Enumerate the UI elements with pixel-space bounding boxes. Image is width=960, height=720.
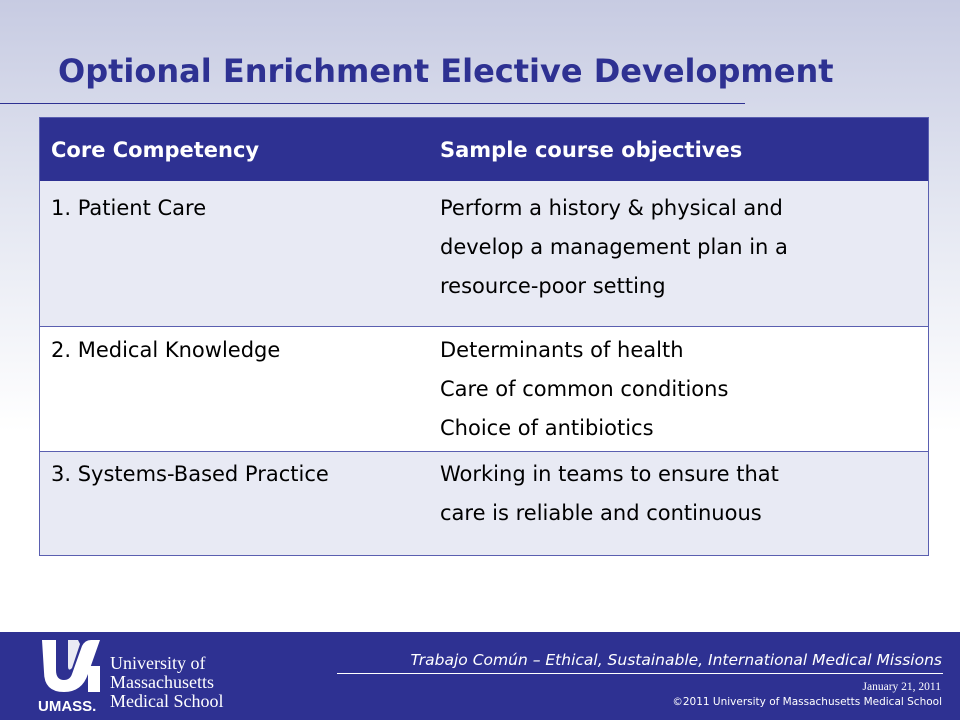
logo-line: Massachusetts	[110, 672, 214, 692]
logo-line: University of	[110, 653, 206, 673]
objective-line: Perform a history & physical and	[440, 196, 783, 220]
umass-logo	[38, 636, 238, 716]
table-header-row	[40, 118, 928, 181]
footer-copyright: ©2011 University of Massachusetts Medical School	[672, 696, 942, 708]
slide-footer	[0, 632, 960, 720]
objective-line: Care of common conditions	[440, 377, 729, 401]
table-row	[40, 181, 928, 327]
title-divider	[0, 103, 745, 104]
objectives-cell	[440, 331, 928, 451]
competency-cell: 3. Systems-Based Practice	[51, 462, 329, 486]
objective-line: Choice of antibiotics	[440, 416, 654, 440]
header-sample-objectives: Sample course objectives	[440, 137, 743, 162]
objectives-cell	[440, 455, 928, 555]
header-core-competency: Core Competency	[51, 137, 260, 162]
footer-tagline: Trabajo Común – Ethical, Sustainable, International Medical Missions	[410, 651, 942, 669]
footer-divider	[337, 673, 943, 674]
competency-cell: 1. Patient Care	[51, 196, 207, 220]
objective-line: Working in teams to ensure that	[440, 462, 779, 486]
logo-institution-name	[110, 654, 223, 711]
umass-wordmark: UMASS.	[38, 698, 97, 715]
competency-cell: 2. Medical Knowledge	[51, 338, 281, 362]
objective-line: develop a management plan in a	[440, 235, 788, 259]
table-row	[40, 327, 928, 451]
objective-line: Determinants of health	[440, 338, 684, 362]
objective-line: resource-poor setting	[440, 274, 666, 298]
table-row	[40, 451, 928, 555]
logo-line: Medical School	[110, 691, 224, 711]
umass-emblem-icon	[38, 636, 102, 698]
footer-date: January 21, 2011	[862, 681, 941, 693]
objective-line: care is reliable and continuous	[440, 501, 762, 525]
objectives-cell	[440, 189, 928, 326]
slide-title: Optional Enrichment Elective Development	[58, 52, 834, 90]
competency-table	[39, 117, 929, 556]
